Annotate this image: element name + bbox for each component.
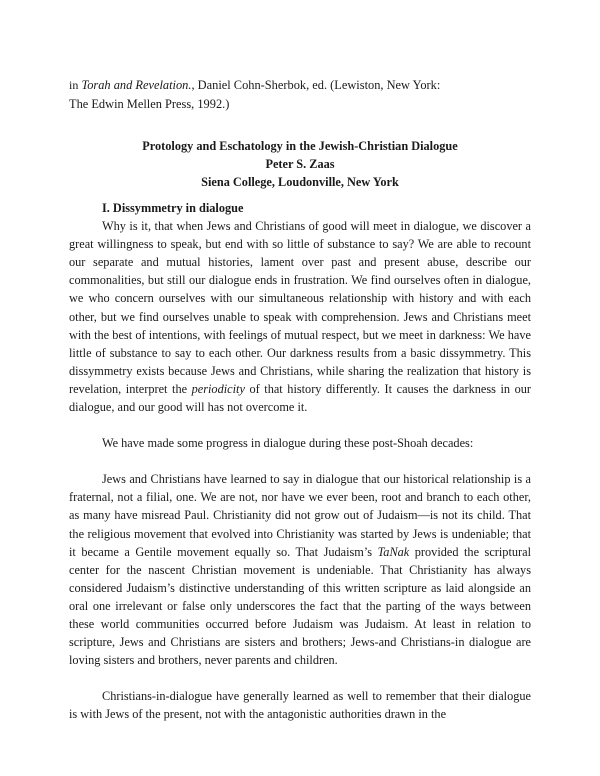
article-affiliation: Siena College, Loudonville, New York — [201, 175, 399, 189]
article-author: Peter S. Zaas — [265, 157, 335, 171]
citation-publisher: The Edwin Mellen Press, 1992.) — [69, 97, 230, 111]
paragraph-3-text-b: provided the scriptural center for the nascent Christian movement is undeniable. That Christianity has always considered Judaism’s distinctive understanding of this written scripture as laid alongside an oral one irrelevant or false only underscores the fact that the parting of the ways between these world communities occurred before Judaism was Judaism. At least in relation to scripture, Jews and Christians are sisters and brothers; Jews-and Christians-in dialogue are loving sisters and brothers, never parents and children. — [69, 544, 531, 668]
section-heading: I. Dissymmetry in dialogue — [102, 201, 244, 215]
paragraph-3-text-a: Jews and Christians have learned to say in dialogue that our historical relationship is a fraternal, not a filial, one. We are not, nor have we ever been, root and branch to each other, as many have misread Paul. Christianity did not grow out of Judaism—is not its child. That the religious movement that evolved into Christianity was started by Jews is undeniable; that it became a Gentile movement equally so. That Judaism’s — [69, 472, 531, 559]
article-body — [69, 199, 531, 723]
paragraph-3-emphasis: TaNak — [377, 544, 410, 559]
paragraph-1-text-a: Why is it, that when Jews and Christians of good will meet in dialogue, we discover a great willingness to speak, but end with so little of substance to say? We are able to recount our separate and mutual histories, lament over past and present abuse, describe our commonalities, but still our dialogue ends in frustration. We find ourselves often in dialogue, we who concern ourselves with our simultaneous relationship with history and with each other, but we find ourselves unable to speak with comprehension. Jews and Christians meet with the best of intentions, with feelings of mutual respect, but we meet in darkness: We have little of substance to say to each other. Our darkness results from a basic dissymmetry. This dissymmetry exists because Jews and Christians, while sharing the realization that history is revelation, interpret the — [69, 219, 531, 396]
paragraph-1 — [69, 217, 531, 416]
paragraph-2: We have made some progress in dialogue during these post-Shoah decades: — [102, 436, 474, 451]
paragraph-3 — [69, 470, 531, 669]
paragraph-1-text-b: of that history differently. It causes the darkness in our dialogue, and our good will has not overcome it. — [69, 381, 531, 415]
citation-prefix: in — [69, 78, 79, 92]
article-header — [60, 137, 540, 191]
article-title: Protology and Eschatology in the Jewish-Christian Dialogue — [142, 139, 458, 153]
citation-book-title: Torah and Revelation. — [81, 78, 192, 92]
paragraph-4: Christians-in-dialogue have generally learned as well to remember that their dialogue is with Jews of the present, not with the antagonistic authorities drawn in the — [69, 689, 531, 722]
citation-details: , Daniel Cohn-Sherbok, ed. (Lewiston, New York: — [191, 78, 441, 92]
citation — [69, 76, 539, 114]
paragraph-1-emphasis: periodicity — [191, 381, 245, 396]
